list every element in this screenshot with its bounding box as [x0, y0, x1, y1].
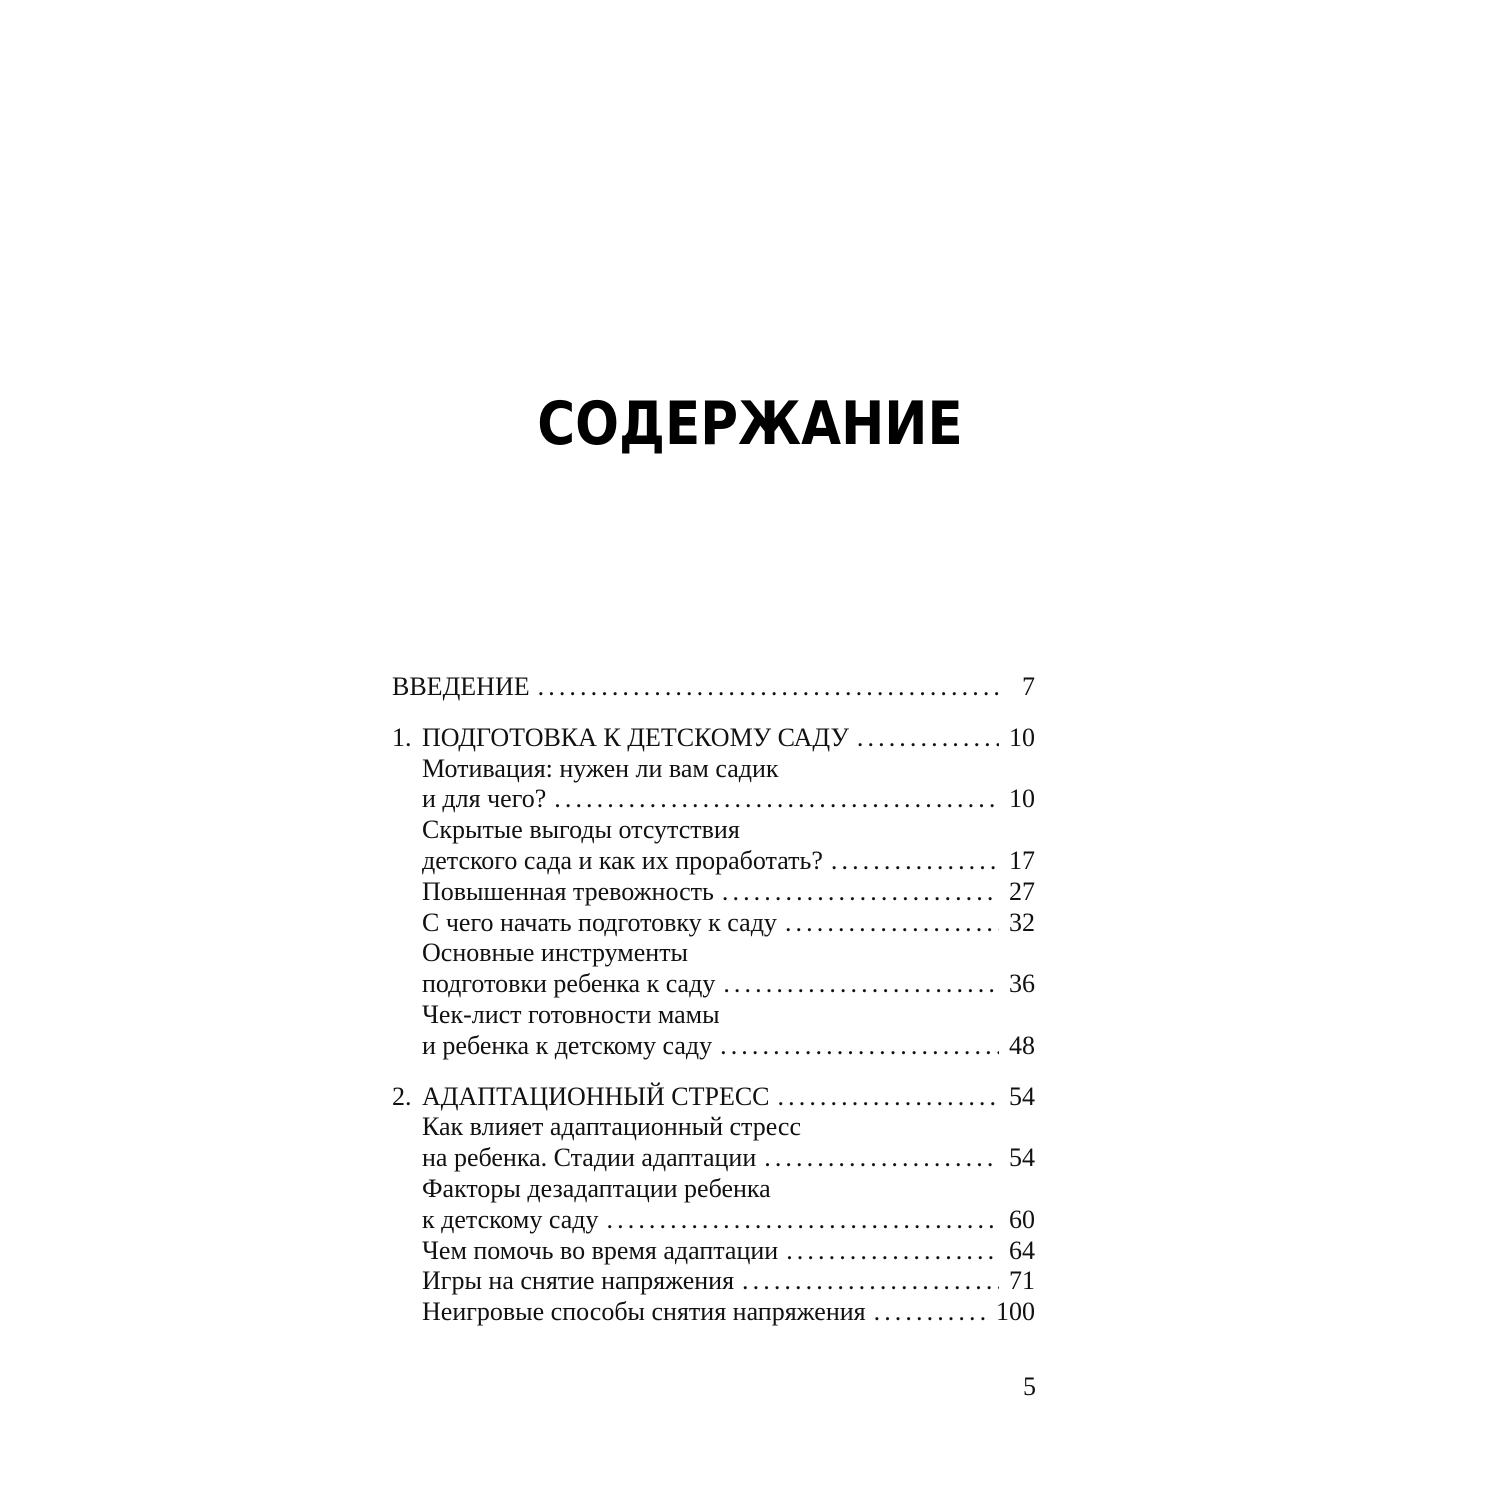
section-title: и ребенка к детскому саду: [422, 1030, 713, 1060]
toc-line: [392, 1112, 1035, 1143]
toc-line: [392, 1174, 1035, 1205]
toc-line: [392, 1205, 1035, 1236]
toc-line: [392, 846, 1035, 877]
toc-chapter-2: [392, 1082, 1035, 1328]
toc-entry-title: ВВЕДЕНИЕ: [392, 672, 530, 701]
page-number-footer: 5: [1023, 1372, 1036, 1401]
section-title: Мотивация: нужен ли вам садик: [422, 753, 779, 783]
toc-page-number: 48: [1009, 1030, 1035, 1060]
toc-line: [392, 672, 1035, 703]
section-title: Как влияет адаптационный стресс: [422, 1112, 801, 1142]
leader-dots: [723, 969, 999, 1000]
toc-line: [392, 1266, 1035, 1297]
leader-dots: [778, 1082, 999, 1113]
toc-page-number: 7: [1022, 672, 1035, 701]
leader-dots: [874, 1297, 990, 1328]
toc-page-number: 10: [1009, 722, 1035, 752]
toc-page-number: 36: [1009, 969, 1035, 999]
toc-line: [392, 1000, 1035, 1031]
section-title: Основные инструменты: [422, 938, 689, 968]
section-title: Скрытые выгоды отсутствия: [422, 815, 740, 845]
section-title: Повышенная тревожность: [422, 876, 714, 906]
leader-dots: [720, 1031, 999, 1062]
toc-line: [392, 815, 1035, 846]
toc-page-number: 71: [1009, 1266, 1035, 1296]
leader-dots: [538, 672, 999, 703]
toc-line: [392, 1236, 1035, 1267]
page-title: СОДЕРЖАНИЕ: [537, 389, 963, 459]
toc-line: [392, 1031, 1035, 1062]
section-title: к детскому саду: [422, 1204, 599, 1234]
toc-page-number: 54: [1009, 1143, 1035, 1173]
leader-dots: [785, 908, 999, 939]
section-title: детского сада и как их проработать?: [422, 845, 823, 875]
section-title: Игры на снятие напряжения: [422, 1266, 735, 1296]
toc-line: [392, 877, 1035, 908]
section-title: Неигровые способы снятия напряжения: [422, 1297, 866, 1327]
section-title: подготовки ребенка к саду: [422, 969, 716, 999]
chapter-title: ПОДГОТОВКА К ДЕТСКОМУ САДУ: [422, 722, 849, 752]
toc-chapter-1: [392, 723, 1035, 1062]
toc-page-number: 27: [1009, 876, 1035, 906]
leader-dots: [722, 877, 999, 908]
toc-line: [392, 754, 1035, 785]
chapter-number: 2.: [392, 1081, 412, 1111]
section-title: С чего начать подготовку к саду: [422, 907, 777, 937]
toc-line: [392, 1297, 1035, 1328]
section-title: Факторы дезадаптации ребенка: [422, 1173, 771, 1203]
chapter-number: 1.: [392, 722, 412, 752]
chapter-title: АДАПТАЦИОННЫЙ СТРЕСС: [422, 1081, 770, 1111]
section-title: Чем помочь во время адаптации: [422, 1235, 779, 1265]
toc-page-number: 64: [1009, 1235, 1035, 1265]
leader-dots: [742, 1266, 999, 1297]
toc-page-number: 54: [1009, 1081, 1035, 1111]
toc-line: [392, 1082, 1035, 1113]
leader-dots: [554, 784, 999, 815]
section-title: на ребенка. Стадии адаптации: [422, 1143, 757, 1173]
toc-line: [392, 1143, 1035, 1174]
toc-page-number: 32: [1009, 907, 1035, 937]
toc-line: [392, 784, 1035, 815]
leader-dots: [831, 846, 999, 877]
leader-dots: [607, 1205, 999, 1236]
toc-entry-intro: [392, 672, 1035, 703]
section-title: и для чего?: [422, 784, 547, 814]
toc-line: [392, 938, 1035, 969]
toc-page-number: 10: [1009, 784, 1035, 814]
leader-dots: [857, 723, 999, 754]
section-title: Чек-лист готовности мамы: [422, 999, 720, 1029]
toc-line: [392, 908, 1035, 939]
toc-page-number: 100: [996, 1297, 1035, 1327]
toc-page-number: 17: [1009, 845, 1035, 875]
toc-page-number: 60: [1009, 1204, 1035, 1234]
leader-dots: [786, 1236, 999, 1267]
table-of-contents: [392, 672, 1035, 1328]
toc-line: [392, 969, 1035, 1000]
toc-line: [392, 723, 1035, 754]
leader-dots: [764, 1143, 999, 1174]
